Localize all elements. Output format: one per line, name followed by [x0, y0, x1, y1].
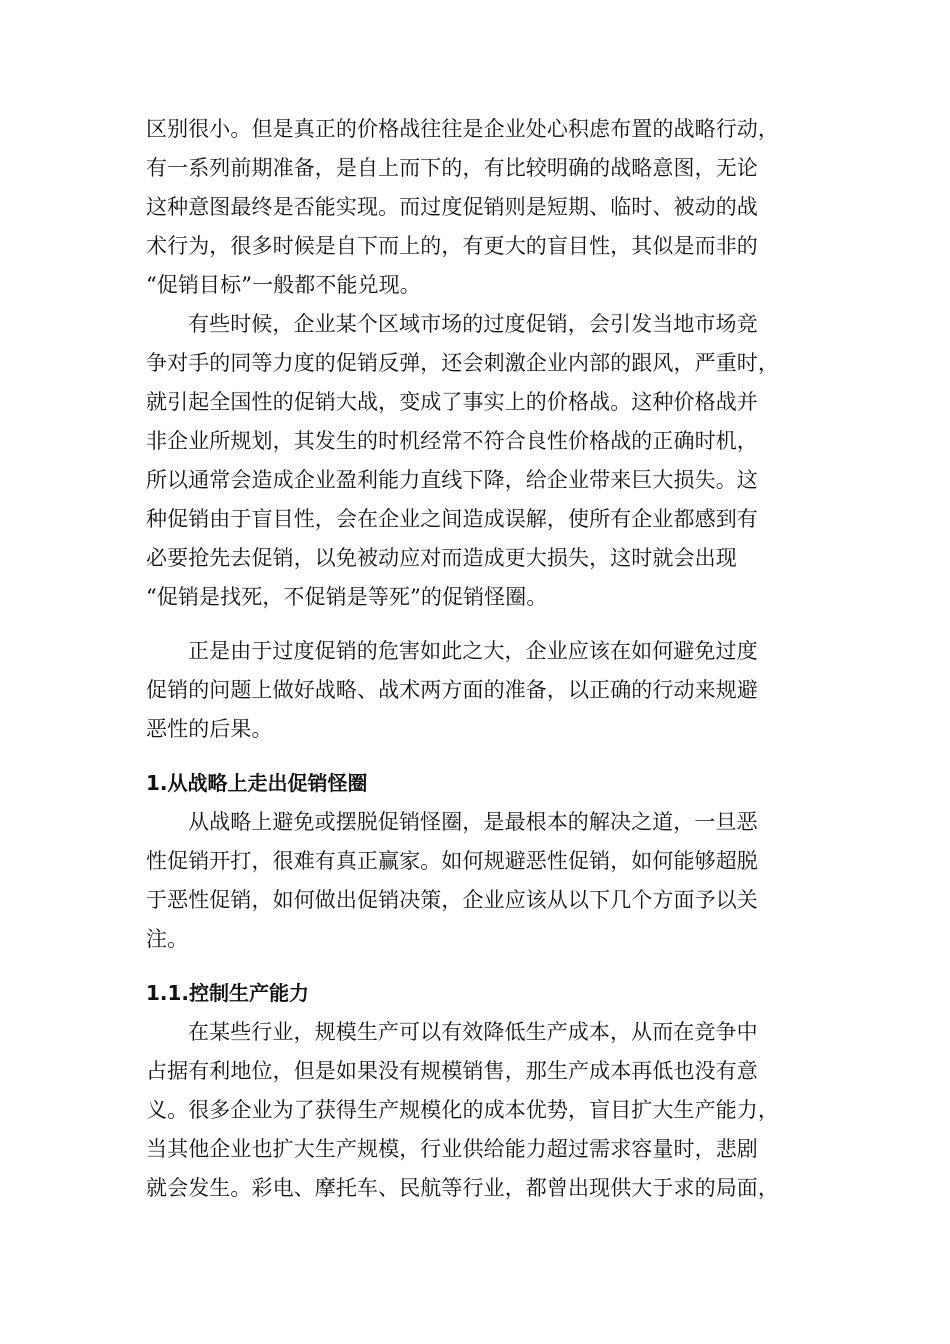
- paragraph-spacer: [146, 749, 806, 764]
- text-line: 从战略上避免或摆脱促销怪圈，是最根本的解决之道，一旦恶: [188, 810, 758, 834]
- section-1: [146, 764, 806, 959]
- text-line: 就引起全国性的促销大战，变成了事实上的价格战。这种价格战并: [146, 390, 758, 414]
- paragraph-spacer: [146, 617, 806, 632]
- text-line: 注。: [146, 927, 189, 951]
- text-line: 必要抢先去促销，以免被动应对而造成更大损失，这时就会出现: [146, 546, 737, 570]
- text-line: “促销是找死，不促销是等死”的促销怪圈。: [146, 585, 548, 609]
- text-line: 恶性的后果。: [146, 717, 273, 741]
- text-line: 术行为，很多时候是自下而上的，有更大的盲目性，其似是而非的: [146, 234, 758, 258]
- text-line: 促销的问题上做好战略、战术两方面的准备，以正确的行动来规避: [146, 678, 758, 702]
- text-line: 在某些行业，规模生产可以有效降低生产成本，从而在竞争中: [188, 1020, 758, 1044]
- subsection-heading: 1.1.控制生产能力: [146, 981, 310, 1005]
- text-line: 争对手的同等力度的促销反弹，还会刺激企业内部的跟风，严重时，: [146, 351, 779, 375]
- text-line: 性促销开打，很难有真正赢家。如何规避恶性促销，如何能够超脱: [146, 849, 758, 873]
- text-line: 非企业所规划，其发生的时机经常不符合良性价格战的正确时机，: [146, 429, 758, 453]
- text-line: 于恶性促销，如何做出促销决策，企业应该从以下几个方面予以关: [146, 888, 758, 912]
- paragraph-2: [146, 305, 806, 617]
- text-line: 有一系列前期准备，是自上而下的，有比较明确的战略意图，无论: [146, 156, 758, 180]
- paragraph-1: [146, 110, 806, 305]
- text-line: 占据有利地位，但是如果没有规模销售，那生产成本再低也没有意: [146, 1059, 758, 1083]
- text-line: 当其他企业也扩大生产规模，行业供给能力超过需求容量时，悲剧: [146, 1137, 758, 1161]
- text-line: 这种意图最终是否能实现。而过度促销则是短期、临时、被动的战: [146, 195, 758, 219]
- text-line: 种促销由于盲目性，会在企业之间造成误解，使所有企业都感到有: [146, 507, 758, 531]
- text-line: 就会发生。彩电、摩托车、民航等行业，都曾出现供大于求的局面，: [146, 1176, 779, 1200]
- section-heading: 1.从战略上走出促销怪圈: [146, 771, 368, 795]
- text-line: 有些时候，企业某个区域市场的过度促销，会引发当地市场竞: [188, 312, 758, 336]
- document-page: [146, 110, 806, 1208]
- text-line: 正是由于过度促销的危害如此之大，企业应该在如何避免过度: [188, 639, 758, 663]
- paragraph-spacer: [146, 959, 806, 974]
- text-line: 义。很多企业为了获得生产规模化的成本优势，盲目扩大生产能力，: [146, 1098, 779, 1122]
- paragraph-3: [146, 632, 806, 749]
- text-line: 区别很小。但是真正的价格战往往是企业处心积虑布置的战略行动，: [146, 117, 779, 141]
- text-line: 所以通常会造成企业盈利能力直线下降，给企业带来巨大损失。这: [146, 468, 758, 492]
- text-line: “促销目标”一般都不能兑现。: [146, 273, 421, 297]
- section-1-1: [146, 974, 806, 1208]
